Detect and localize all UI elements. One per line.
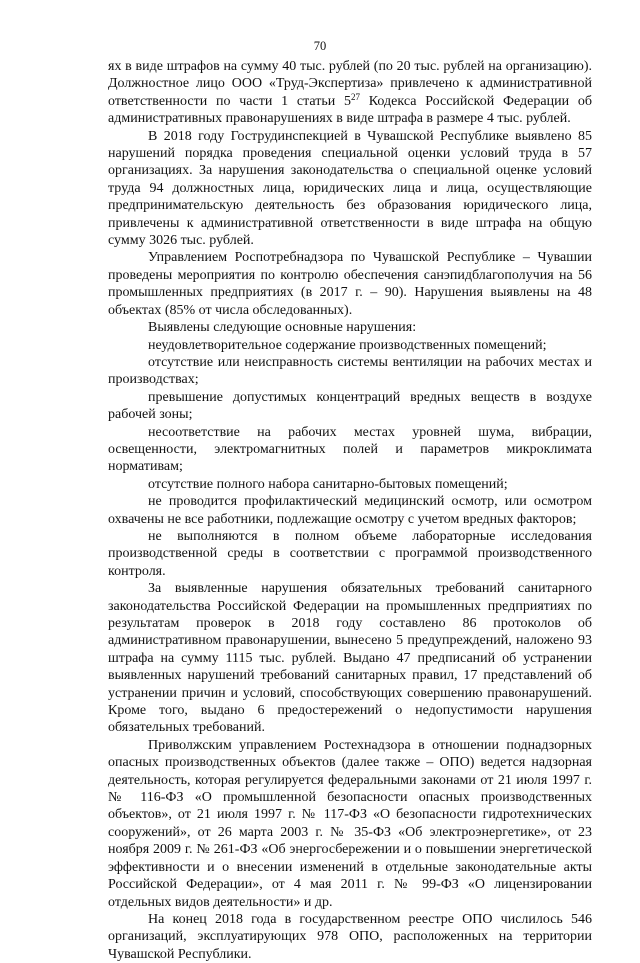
paragraph-text: отсутствие или неисправность системы вентиляции на рабочих местах и производствах; bbox=[108, 354, 592, 388]
paragraph-text: На конец 2018 года в государственном реестре ОПО числилось 546 организаций, эксплуатирующих 978 ОПО, расположенных на территории Чувашской Республики. bbox=[108, 911, 592, 962]
paragraph bbox=[108, 389, 592, 424]
paragraph bbox=[108, 493, 592, 528]
document-body bbox=[108, 58, 592, 963]
paragraph-text: Кодекса Российской Федерации об административных правонарушениях в виде штрафа в размере 4 тыс. рублей. bbox=[108, 93, 592, 127]
paragraph-text: Выявлены следующие основные нарушения: bbox=[148, 320, 417, 336]
paragraph bbox=[108, 319, 592, 336]
superscript: 27 bbox=[351, 91, 361, 102]
paragraph bbox=[108, 58, 592, 128]
paragraph-text: В 2018 году Гострудинспекцией в Чувашской Республике выявлено 85 нарушений порядка проведения специальной оценки условий труда в 57 организациях. За нарушения законодательства о специальной оценке условий труда 94 должностных лица, юридических лица и лица, осуществляющие предпринимательскую деятельность без образования юридического лица, привлечены к административной ответственности в виде штрафа на общую сумму 3026 тыс. рублей. bbox=[108, 128, 592, 249]
paragraph bbox=[108, 911, 592, 963]
paragraph-text: ях в виде штрафов на сумму 40 тыс. рублей (по 20 тыс. рублей на организацию). Должностное лицо ООО «Труд-Экспертиза» привлечено к административной ответственности по части 1 статьи 5 bbox=[108, 59, 592, 109]
paragraph bbox=[108, 249, 592, 319]
paragraph-text: превышение допустимых концентраций вредных веществ в воздухе рабочей зоны; bbox=[108, 389, 592, 423]
paragraph bbox=[108, 476, 592, 493]
paragraph-text: Приволжским управлением Ростехнадзора в отношении поднадзорных опасных производственных объектов (далее также – ОПО) ведется надзорная деятельность, которая регулируется федеральными законами от 21 июля 1997 г. № 116-ФЗ «О промышленной безопасности опасных производственных объектов», от 21 июля 1997 г. № 117-ФЗ «О безопасности гидротехнических сооружений», от 26 марта 2003 г. № 35-ФЗ «Об электроэнергетике», от 23 ноября 2009 г. № 261-ФЗ «Об энергосбережении и о повышении энергетической эффективности и о внесении изменений в отдельные законодательные акты Российской Федерации», от 4 мая 2011 г. № 99-ФЗ «О лицензировании отдельных видов деятельности» и др. bbox=[108, 737, 592, 910]
paragraph-text: несоответствие на рабочих местах уровней шума, вибрации, освещенности, электромагнитных полей и параметров микроклимата нормативам; bbox=[108, 424, 592, 475]
paragraph-text: неудовлетворительное содержание производственных помещений; bbox=[148, 337, 547, 353]
paragraph bbox=[108, 528, 592, 580]
paragraph-text: не выполняются в полном объеме лабораторные исследования производственной среды в соответствии с программой производственного контроля. bbox=[108, 528, 592, 579]
page-number: 70 bbox=[313, 39, 327, 53]
paragraph bbox=[108, 337, 592, 354]
paragraph bbox=[108, 354, 592, 389]
paragraph bbox=[108, 580, 592, 737]
paragraph-text: За выявленные нарушения обязательных требований санитарного законодательства Российской Федерации на промышленных предприятиях по результатам проверок в 2018 году составлено 86 протоколов об административном правонарушении, вынесено 5 предупреждений, наложено 93 штрафа на сумму 1115 тыс. рублей. Выдано 47 предписаний об устранении выявленных нарушений требований санитарных правил, 17 представлений об устранении причин и условий, способствующих совершению правонарушений. Кроме того, выдано 6 предостережений о недопустимости нарушения обязательных требований. bbox=[108, 581, 592, 736]
paragraph bbox=[108, 737, 592, 911]
paragraph bbox=[108, 424, 592, 476]
paragraph bbox=[108, 128, 592, 250]
paragraph-text: отсутствие полного набора санитарно-бытовых помещений; bbox=[148, 476, 508, 492]
paragraph-text: Управлением Роспотребнадзора по Чувашской Республике – Чувашии проведены мероприятия по контролю обеспечения санэпидблагополучия на 56 промышленных предприятиях (в 2017 г. – 90). Нарушения выявлены на 48 объектах (85% от числа обследованных). bbox=[108, 250, 592, 318]
paragraph-text: не проводится профилактический медицинский осмотр, или осмотром охвачены не все работники, подлежащие осмотру с учетом вредных факторов; bbox=[108, 494, 592, 527]
